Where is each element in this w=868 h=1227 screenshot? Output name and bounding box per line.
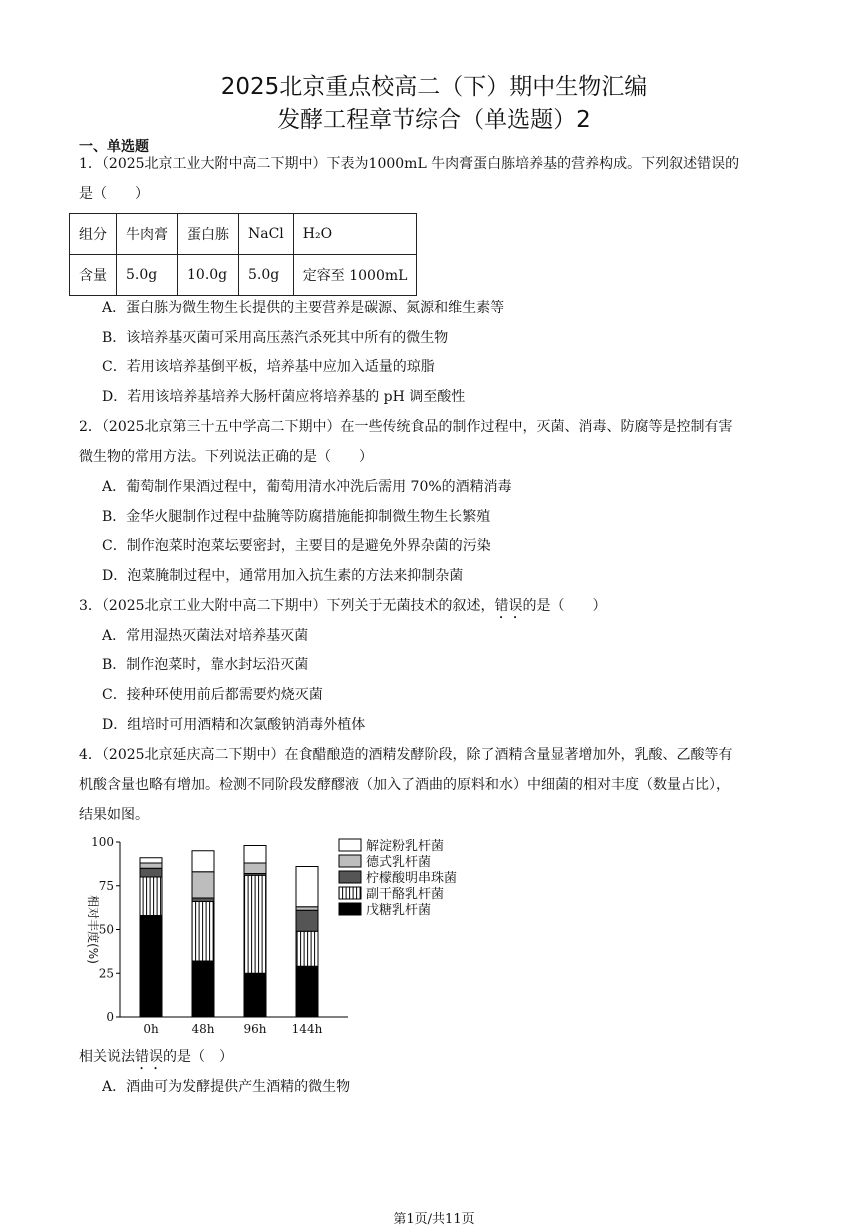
q2-option-c: C．制作泡菜时泡菜坛要密封，主要目的是避免外界杂菌的污染 (102, 538, 491, 554)
q1-option-d: D．若用该培养基培养大肠杆菌应将培养基的 pH 调至酸性 (102, 389, 466, 405)
q2-option-a: A．葡萄制作果酒过程中，葡萄用清水冲洗后需用 70%的酒精消毒 (102, 479, 512, 495)
q4-stem-line3: 结果如图。 (79, 807, 149, 823)
q4-stem-line1: 4．（2025北京延庆高二下期中）在食醋酿造的酒精发酵阶段，除了酒精含量显著增加外，乳酸、乙酸等有 (79, 747, 733, 763)
table-cell: 组分 (70, 214, 117, 255)
q4-after-text: 相关说法 (79, 1049, 135, 1065)
q1-option-a: A．蛋白胨为微生物生长提供的主要营养是碳源、氮源和维生素等 (102, 300, 505, 316)
legend-swatch (339, 855, 361, 867)
q3-option-d: D．组培时可用酒精和次氯酸钠消毒外植体 (102, 717, 366, 733)
legend-label: 戊糖乳杆菌 (366, 903, 432, 918)
q1-stem-line2: 是（ ） (79, 186, 149, 202)
x-tick-label: 48h (191, 1022, 215, 1036)
q1-option-c: C．若用该培养基倒平板，培养基中应加入适量的琼脂 (102, 359, 435, 375)
section-title: 一、单选题 (79, 139, 149, 155)
q3-stem-emphasis: 错误 (494, 598, 523, 614)
legend-swatch (339, 839, 361, 851)
table-row (70, 255, 417, 296)
bar-segment-48h-0 (192, 961, 214, 1017)
table-row (70, 214, 417, 255)
q4-after-tail: 的是（ ） (163, 1049, 233, 1065)
bar-segment-48h-2 (192, 898, 214, 902)
legend-swatch (339, 871, 361, 883)
q4-after-emphasis: 错误 (135, 1049, 163, 1065)
y-tick-label: 25 (98, 966, 114, 981)
x-tick-label: 144h (291, 1022, 323, 1036)
q1-option-b: B．该培养基灭菌可采用高压蒸汽杀死其中所有的微生物 (102, 330, 449, 346)
table-cell: 定容至 1000mL (293, 255, 417, 296)
nutrient-table (69, 213, 417, 296)
y-tick-label: 0 (106, 1010, 114, 1024)
page-subtitle: 发酵工程章节综合（单选题）2 (277, 107, 591, 133)
table-cell: 蛋白胨 (178, 214, 239, 255)
bar-segment-96h-0 (244, 973, 266, 1017)
q4-option-a: A．酒曲可为发酵提供产生酒精的微生物 (102, 1079, 351, 1095)
bar-segment-48h-1 (192, 902, 214, 962)
y-tick-label: 50 (98, 922, 114, 937)
y-axis-label: 相对丰度(%) (86, 895, 100, 964)
q3-stem-text: 3．（2025北京工业大附中高二下期中）下列关于无菌技术的叙述， (79, 598, 495, 614)
table-cell: 含量 (70, 255, 117, 296)
table-cell: NaCl (239, 214, 294, 255)
bar-segment-144h-4 (296, 867, 318, 907)
bar-segment-48h-4 (192, 851, 214, 872)
legend-label: 解淀粉乳杆菌 (366, 839, 445, 854)
q4-after-chart (79, 1047, 233, 1073)
q3-option-a: A．常用湿热灭菌法对培养基灭菌 (102, 628, 309, 644)
table-cell: 5.0g (239, 255, 294, 296)
bar-segment-0h-1 (140, 877, 162, 916)
q3-stem (79, 596, 607, 622)
legend-label: 副干酪乳杆菌 (366, 887, 445, 902)
y-tick-label: 100 (91, 835, 114, 849)
legend-label: 柠檬酸明串珠菌 (366, 871, 458, 886)
q3-option-c: C．接种环使用前后都需要灼烧灭菌 (102, 687, 323, 703)
table-cell: 10.0g (178, 255, 239, 296)
q2-option-d: D．泡菜腌制过程中，通常用加入抗生素的方法来抑制杂菌 (102, 568, 464, 584)
q2-stem-line1: 2．（2025北京第三十五中学高二下期中）在一些传统食品的制作过程中，灭菌、消毒、防腐等是控制有害 (79, 419, 733, 435)
table-cell: H₂O (293, 214, 417, 255)
q2-option-b: B．金华火腿制作过程中盐腌等防腐措施能抑制微生物生长繁殖 (102, 509, 491, 525)
bar-segment-96h-4 (244, 846, 266, 864)
bar-segment-96h-3 (244, 863, 266, 874)
bar-segment-144h-0 (296, 966, 318, 1017)
page-title: 2025北京重点校高二（下）期中生物汇编 (220, 74, 648, 100)
bacteria-abundance-chart (76, 832, 476, 1038)
table-cell: 5.0g (117, 255, 178, 296)
q3-option-b: B．制作泡菜时，靠水封坛沿灭菌 (102, 657, 309, 673)
bar-segment-96h-1 (244, 875, 266, 973)
bar-segment-144h-2 (296, 910, 318, 931)
table-cell: 牛肉膏 (117, 214, 178, 255)
bar-segment-0h-4 (140, 858, 162, 863)
q3-stem-tail: 的是（ ） (522, 598, 607, 614)
bar-segment-48h-3 (192, 872, 214, 898)
legend-swatch (339, 903, 361, 915)
x-tick-label: 0h (143, 1022, 159, 1036)
bar-segment-0h-2 (140, 868, 162, 877)
y-tick-label: 75 (98, 878, 114, 893)
q1-stem-line1: 1．（2025北京工业大附中高二下期中）下表为1000mL 牛肉膏蛋白胨培养基的营养构成。下列叙述错误的 (79, 156, 740, 172)
bar-segment-0h-3 (140, 863, 162, 868)
q4-stem-line2: 机酸含量也略有增加。检测不同阶段发酵醪液（加入了酒曲的原料和水）中细菌的相对丰度（数量占比）， (79, 777, 730, 793)
bar-segment-144h-1 (296, 931, 318, 966)
q2-stem-line2: 微生物的常用方法。下列说法正确的是（ ） (79, 449, 373, 465)
x-tick-label: 96h (243, 1022, 267, 1036)
legend-label: 德式乳杆菌 (366, 855, 432, 870)
bar-segment-0h-0 (140, 916, 162, 1018)
page-footer: 第1页/共11页 (393, 1212, 475, 1227)
bar-segment-144h-3 (296, 907, 318, 911)
legend-swatch (339, 887, 361, 899)
